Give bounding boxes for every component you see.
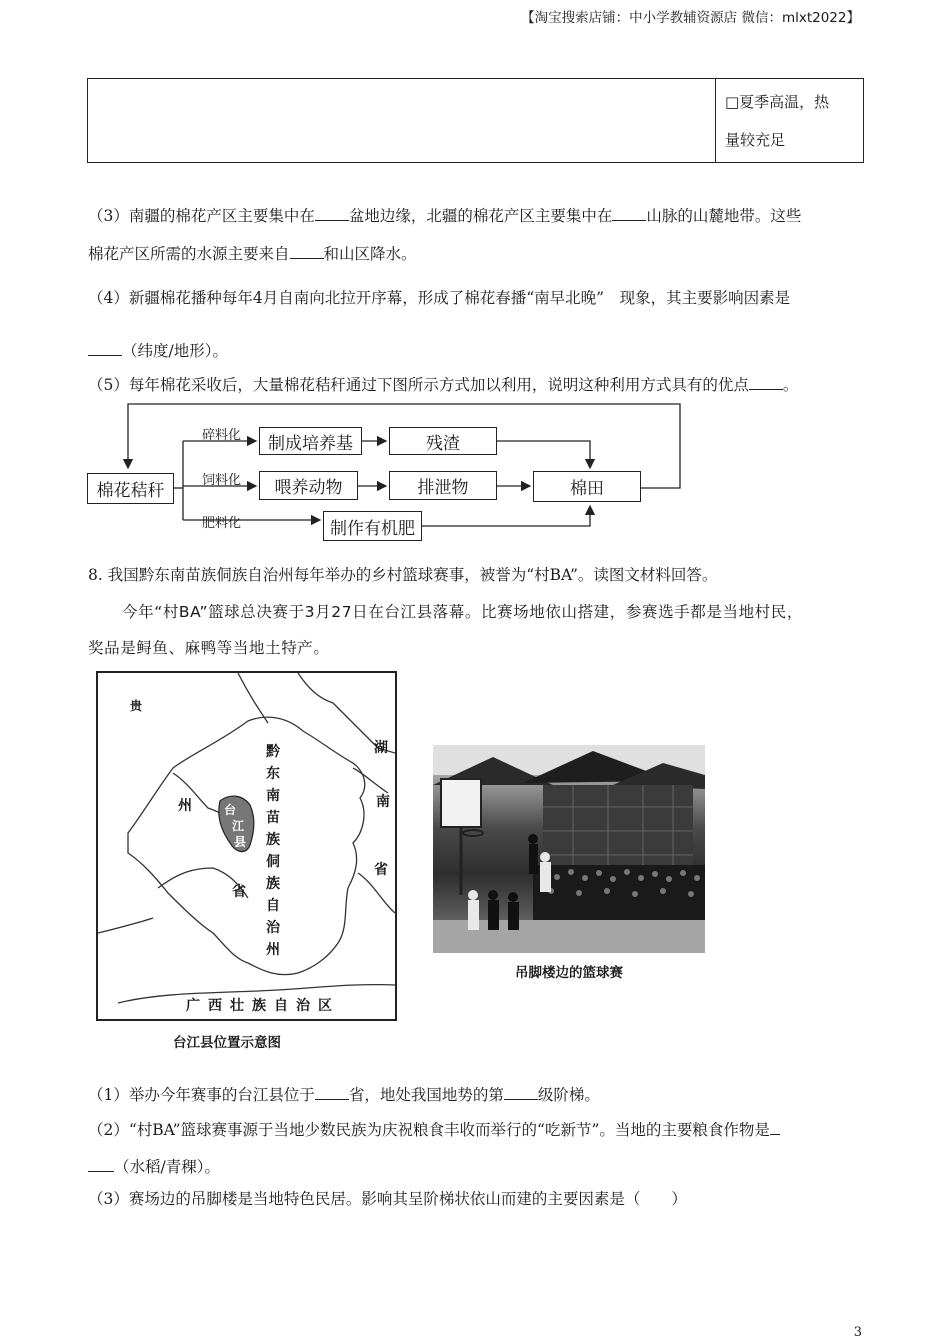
- flow-label-crushing: 碎料化: [202, 428, 242, 443]
- q8-sub-1-blank-2[interactable]: [504, 1085, 538, 1100]
- map-label-guangxi: 广西壮族自治区: [186, 998, 340, 1014]
- map-label-county-3: 县: [234, 835, 247, 849]
- flow-box-excrement: 排泄物: [389, 471, 497, 500]
- map-label-hunan-1: 湖: [374, 740, 388, 756]
- flow-box-cotton-field: 棉田: [533, 471, 641, 502]
- map-label-pref-3: 南: [266, 788, 280, 804]
- flow-label-feed: 饲料化: [202, 473, 242, 488]
- q8-sub-2-line-1: [88, 1120, 780, 1139]
- map-label-pref-10: 州: [266, 942, 280, 958]
- q3-text-d: 棉花产区所需的水源主要来自: [88, 245, 290, 263]
- photo-scene: [433, 745, 705, 953]
- photo-basketball-game: [433, 745, 705, 953]
- map-label-zhou: 州: [178, 798, 192, 814]
- map-frame: [96, 671, 397, 1021]
- q8-sub-1-text-a: （1）举办今年赛事的台江县位于: [88, 1086, 315, 1104]
- flow-box-feed-animals: 喂养动物: [259, 471, 358, 500]
- map-label-sheng: 省: [232, 884, 246, 900]
- q8-sub-1: [88, 1085, 600, 1104]
- q8-sub-2-text-a: （2）“村BA”篮球赛事源于当地少数民族为庆祝粮食丰收而举行的“吃新节”。当地的主要粮食作物是: [88, 1121, 770, 1139]
- map-label-hunan-2: 南: [376, 794, 390, 810]
- photo-caption: 吊脚楼边的篮球赛: [515, 965, 623, 981]
- map-label-pref-7: 族: [266, 876, 280, 892]
- page-number: 3: [853, 1325, 862, 1340]
- map-label-pref-2: 东: [266, 766, 280, 782]
- q8-sub-3: （3）赛场边的吊脚楼是当地特色民居。影响其呈阶梯状依山而建的主要因素是（ ）: [88, 1190, 687, 1208]
- map-label-hunan-3: 省: [374, 862, 388, 878]
- flow-label-fertilizer: 肥料化: [202, 516, 242, 531]
- q4-text-options: （纬度/地形）。: [122, 342, 228, 360]
- q8-sub-2-line-2: [88, 1157, 220, 1176]
- q8-sub-1-text-c: 级阶梯。: [537, 1086, 600, 1104]
- q8-sub-2-text-b: （水稻/青稞）。: [114, 1158, 220, 1176]
- map-boundaries: [98, 673, 395, 1019]
- map-caption: 台江县位置示意图: [173, 1035, 281, 1051]
- map-label-gui: 贵: [130, 699, 143, 713]
- q4-line-1: （4）新疆棉花播种每年4月自南向北拉开序幕，形成了棉花春播“南早北晚” 现象，其主要影响因素是: [88, 289, 791, 307]
- table-cell-line-2: 量较充足: [725, 131, 786, 149]
- map-label-pref-1: 黔: [266, 744, 280, 760]
- q8-material-para-2: 奖品是鲟鱼、麻鸭等当地土特产。: [88, 639, 330, 657]
- q3-text-b: 盆地边缘，北疆的棉花产区主要集中在: [348, 207, 613, 225]
- q5-period: 。: [782, 376, 799, 394]
- q3-text-c: 山脉的山麓地带。这些: [646, 207, 802, 225]
- map-label-pref-8: 自: [266, 898, 280, 914]
- q3-text-a: （3）南疆的棉花产区主要集中在: [88, 207, 315, 225]
- map-label-pref-6: 侗: [266, 854, 280, 870]
- q5-text: （5）每年棉花采收后，大量棉花秸秆通过下图所示方式加以利用，说明这种利用方式具有的优点: [88, 376, 749, 394]
- q8-title: 8. 我国黔东南苗族侗族自治州每年举办的乡村篮球赛事，被誉为“村BA”。读图文材料回答。: [88, 566, 718, 584]
- page-header: 【淘宝搜索店铺：中小学教辅资源店 微信：mlxt2022】: [521, 10, 860, 26]
- map-label-county-1: 台: [224, 803, 237, 817]
- q8-sub-1-text-b: 省，地处我国地势的第: [348, 1086, 504, 1104]
- map-label-pref-9: 治: [266, 920, 280, 936]
- table-cell-line-1: □夏季高温，热: [725, 93, 830, 111]
- q8-material-para-1: 今年“村BA”篮球总决赛于3月27日在台江县落幕。比赛场地依山搭建，参赛选手都是当地村民，: [122, 603, 803, 621]
- map-label-pref-4: 苗: [266, 810, 280, 826]
- map-label-pref-5: 族: [266, 832, 280, 848]
- q8-sub-1-blank-1[interactable]: [315, 1085, 349, 1100]
- flow-box-organic-fertilizer: 制作有机肥: [323, 511, 422, 541]
- map-label-county-2: 江: [232, 819, 245, 833]
- q8-sub-2-blank-end[interactable]: [88, 1157, 114, 1172]
- flow-box-culture-medium: 制成培养基: [259, 427, 362, 455]
- q8-sub-2-blank-start[interactable]: [770, 1120, 780, 1135]
- flow-box-residue: 残渣: [389, 427, 497, 455]
- q3-text-e: 和山区降水。: [323, 245, 417, 263]
- flow-box-cotton-stalk: 棉花秸秆: [87, 473, 174, 504]
